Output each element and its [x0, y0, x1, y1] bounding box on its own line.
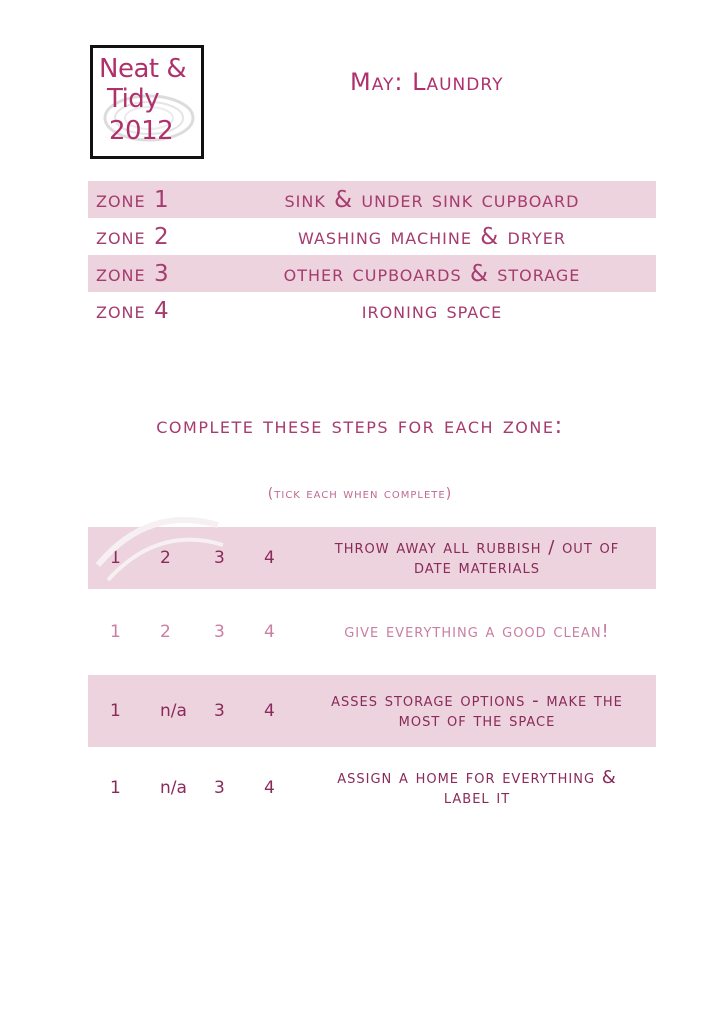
zone-row [88, 181, 656, 218]
zone-row [88, 255, 656, 292]
zone-label: zone 3 [96, 260, 170, 287]
logo-text-line1: Neat & [99, 54, 187, 84]
tick-zone-4[interactable]: 4 [264, 778, 275, 798]
tick-note: (tick each when complete) [267, 486, 453, 502]
logo-text-line2: Tidy [107, 84, 160, 114]
step-task: assign a home for everything & label it [337, 767, 617, 808]
tick-zone-1[interactable]: 1 [110, 548, 121, 568]
step-row [88, 747, 656, 829]
zone-description: sink & under sink cupboard [284, 186, 580, 213]
zone-label: zone 1 [96, 186, 170, 213]
step-task: asses storage options - make the most of the space [331, 690, 623, 731]
page-title: May: Laundry [350, 68, 504, 96]
logo [90, 45, 204, 159]
tick-zone-3[interactable]: 3 [214, 622, 225, 642]
zone-label: zone 2 [96, 223, 170, 250]
zone-description: other cupboards & storage [283, 260, 581, 287]
logo-text-line3: 2012 [109, 116, 174, 146]
steps-heading: complete these steps for each zone: [156, 413, 564, 439]
step-task: give everything a good clean! [344, 621, 610, 642]
tick-zone-4[interactable]: 4 [264, 701, 275, 721]
tick-zone-2[interactable]: 2 [160, 622, 171, 642]
tick-zone-1[interactable]: 1 [110, 701, 121, 721]
tick-zone-3[interactable]: 3 [214, 778, 225, 798]
zones-table [88, 181, 656, 329]
step-row [88, 527, 656, 589]
tick-zone-1[interactable]: 1 [110, 622, 121, 642]
tick-zone-3[interactable]: 3 [214, 548, 225, 568]
step-task: throw away all rubbish / out of date materials [334, 537, 620, 578]
tick-zone-3[interactable]: 3 [214, 701, 225, 721]
tick-zone-1[interactable]: 1 [110, 778, 121, 798]
step-row [88, 675, 656, 747]
steps-table [88, 527, 656, 829]
tick-zone-2[interactable]: 2 [160, 548, 171, 568]
zone-row [88, 218, 656, 255]
zone-description: ironing space [361, 297, 503, 324]
step-row [88, 589, 656, 675]
tick-zone-2[interactable]: n/a [160, 701, 187, 721]
zone-row [88, 292, 656, 329]
zone-description: washing machine & dryer [298, 223, 566, 250]
tick-zone-4[interactable]: 4 [264, 622, 275, 642]
tick-zone-2[interactable]: n/a [160, 778, 187, 798]
tick-zone-4[interactable]: 4 [264, 548, 275, 568]
zone-label: zone 4 [96, 297, 170, 324]
